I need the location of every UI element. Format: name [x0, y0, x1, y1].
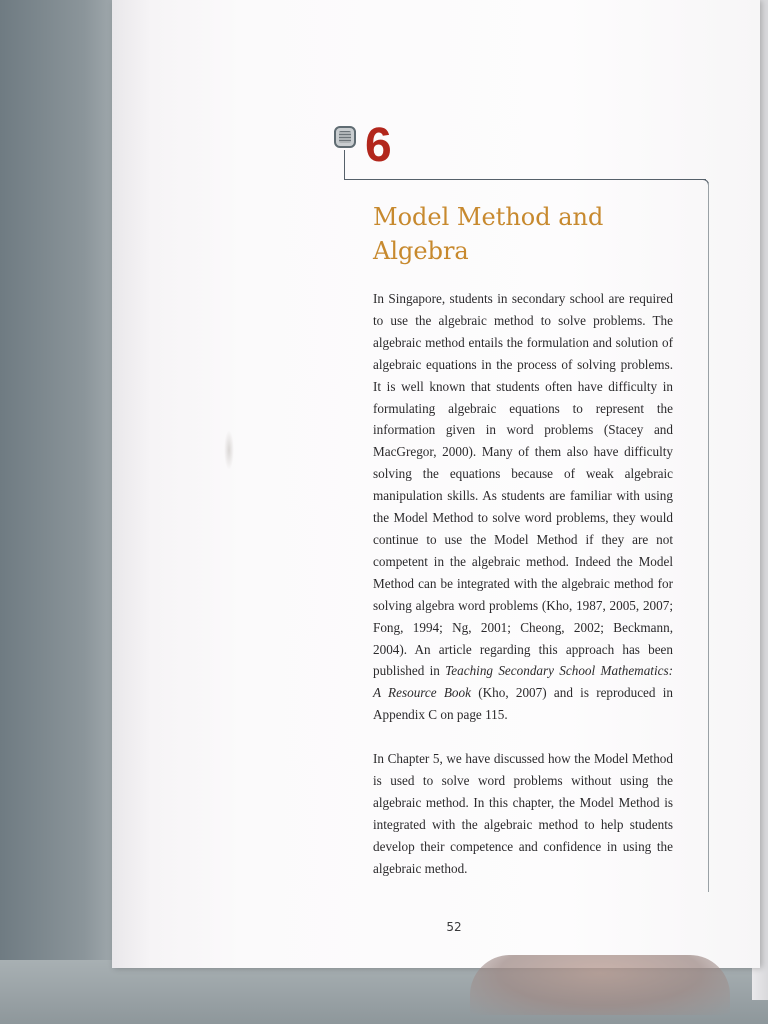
thumb — [470, 955, 730, 1015]
chapter-number: 6 — [365, 119, 392, 172]
chapter-body — [373, 288, 673, 880]
book-title: Teaching Secondary School Mathematics: A Resource Book — [373, 663, 673, 701]
frame-right-line — [708, 182, 709, 892]
chapter-marker-inner — [339, 131, 351, 143]
chapter-marker-icon — [334, 126, 356, 148]
frame-horizontal-line — [344, 179, 706, 180]
paragraph-intro — [373, 288, 673, 726]
page-number: 52 — [446, 920, 462, 934]
frame-vertical-line — [344, 150, 345, 180]
paragraph-intro-text-1: In Singapore, students in secondary school are required to use the algebraic method to solve problems. The algebraic method entails the formulation and solution of algebraic equations in the process of solving problems. It is well known that students often have difficulty in formulating algebraic equations to represent the information given in word problems (Stacey and MacGregor, 2000). Many of them also have difficulty solving the equations because of weak algebraic manipulation skills. As students are familiar with using the Model Method to solve word problems, they would continue to use the Model Method if they are not competent in the algebraic method. Indeed the Model Method can be integrated with the algebraic method for solving algebra word problems (Kho, 1987, 2005, 2007; Fong, 1994; Ng, 2001; Cheong, 2002; Beckmann, 2004). An article regarding this approach has been published in — [373, 291, 673, 679]
background-left — [0, 0, 120, 1024]
paragraph-intro-text-2: (Kho, 2007) and is reproduced in Appendix C on page 115. — [373, 685, 673, 723]
paragraph-chapter-overview: In Chapter 5, we have discussed how the Model Method is used to solve word problems without using the algebraic method. In this chapter, the Model Method is integrated with the algebraic method to help students develop their competence and confidence in using the algebraic method. — [373, 751, 673, 876]
chapter-title: Model Method and Algebra — [373, 203, 604, 265]
page-stain — [224, 430, 234, 470]
